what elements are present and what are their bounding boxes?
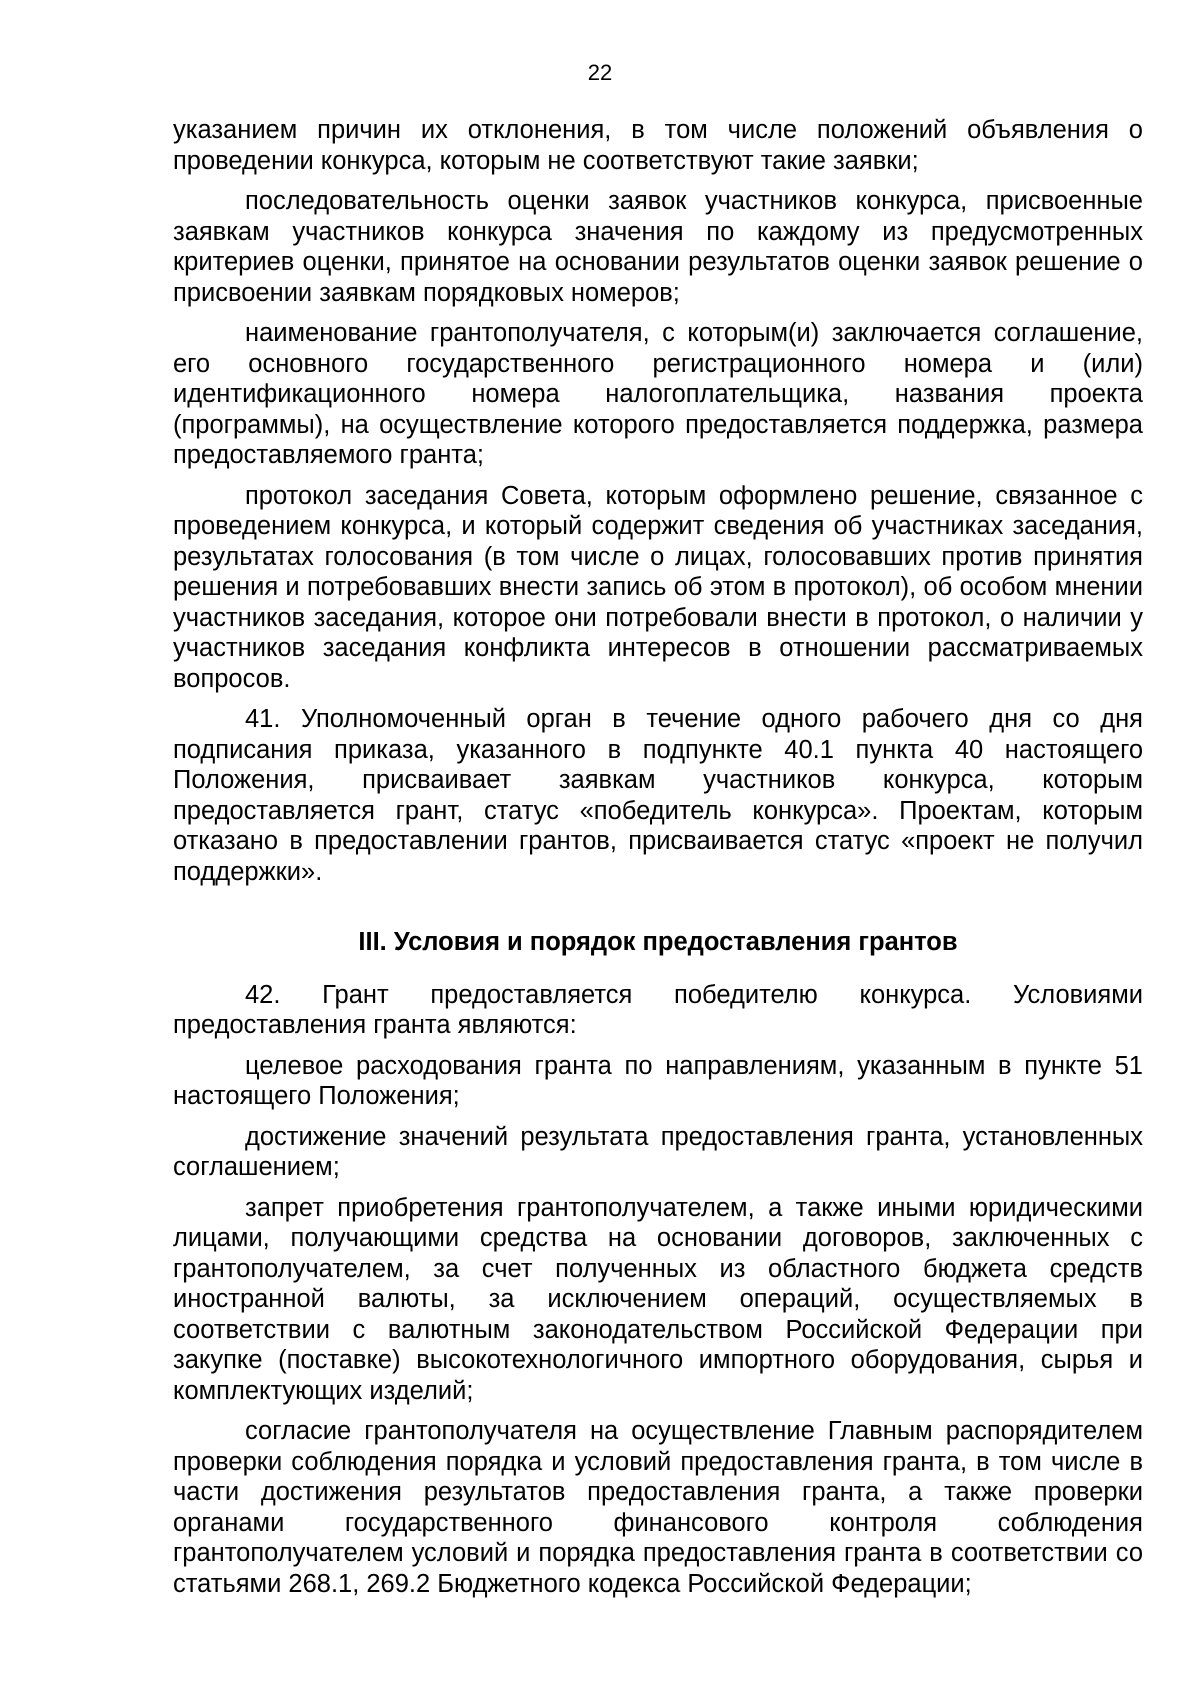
paragraph-item-42: 42. Грант предоставляется победителю конкурса. Условиями предоставления гранта являются: (173, 980, 1143, 1039)
paragraph-result-achievement: достижение значений результата предоставления гранта, установленных соглашением; (173, 1122, 1143, 1181)
document-body (173, 115, 1143, 1609)
paragraph-item-41: 41. Уполномоченный орган в течение одного рабочего дня со дня подписания приказа, указанного в подпункте 40.1 пункта 40 настоящего Положения, присваивает заявкам участников конкурса, которым предоставляется грант, статус «победитель конкурса». Проектам, которым отказано в предоставлении грантов, присваивается статус «проект не получил поддержки». (173, 705, 1143, 886)
paragraph-grantee-name: наименование грантополучателя, с которым(и) заключается соглашение, его основного государственного регистрационного номера и (или) идентификационного номера налогоплательщика, названия проекта (программы), на осуществление которого предоставляется поддержка, размера предоставляемого гранта; (173, 319, 1143, 469)
paragraph-council-protocol: протокол заседания Совета, которым оформлено решение, связанное с проведением конкурса, и который содержит сведения об участниках заседания, результатах голосования (в том числе о лицах, голосовавших против принятия решения и потребовавших внести запись об этом в протокол), об особом мнении участников заседания, которое они потребовали внести в протокол, о наличии у участников заседания конфликта интересов в отношении рассматриваемых вопросов. (173, 481, 1143, 693)
section-heading: III. Условия и порядок предоставления грантов (358, 928, 958, 956)
paragraph-targeted-spending: целевое расходования гранта по направлениям, указанным в пункте 51 настоящего Положения; (173, 1051, 1143, 1110)
paragraph-evaluation-sequence: последовательность оценки заявок участников конкурса, присвоенные заявкам участников конкурса значения по каждому из предусмотренных критериев оценки, принятое на основании результатов оценки заявок решение о присвоении заявкам порядковых номеров; (173, 187, 1143, 307)
page-number: 22 (587, 60, 613, 85)
paragraph-continuation: указанием причин их отклонения, в том числе положений объявления о проведении конкурса, которым не соответствуют такие заявки; (173, 116, 1143, 175)
paragraph-currency-ban: запрет приобретения грантополучателем, а также иными юридическими лицами, получающими средства на основании договоров, заключенных с грантополучателем, за счет полученных из областного бюджета средств иностранной валюты, за исключением операций, осуществляемых в соответствии с валютным законодательством Российской Федерации при закупке (поставке) высокотехнологичного импортного оборудования, сырья и комплектующих изделий; (173, 1193, 1143, 1405)
paragraph-inspection-consent: согласие грантополучателя на осуществление Главным распорядителем проверки соблюдения порядка и условий предоставления гранта, в том числе в части достижения результатов предоставления гранта, а также проверки органами государственного финансового контроля соблюдения грантополучателем условий и порядка предоставления гранта в соответствии со статьями 268.1, 269.2 Бюджетного кодекса Российской Федерации; (173, 1417, 1143, 1598)
